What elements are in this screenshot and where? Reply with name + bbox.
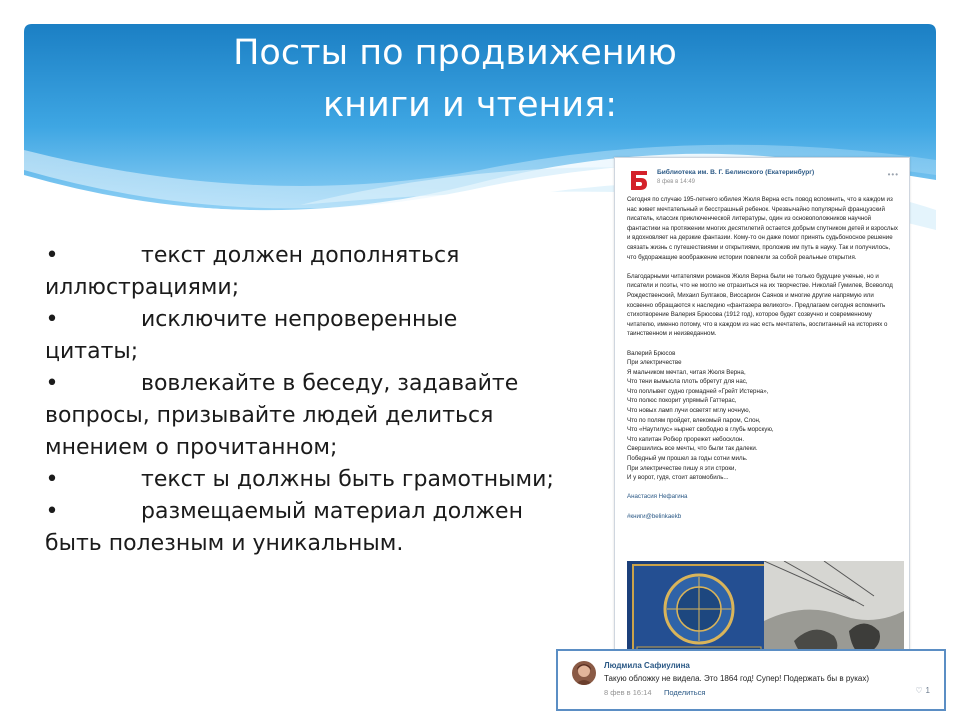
poem-line: Что поплывет судно громадней «Грейт Истерна», [627, 387, 769, 395]
bullet-item-4 [45, 464, 565, 496]
poem-line: Что по полям пройдет, влекомый паром, Слон, [627, 416, 761, 424]
post-body [627, 195, 899, 531]
post-paragraph: Сегодня по случаю 195-летнего юбилея Жюля Верна есть повод вспомнить, что в каждом из нас живет мечтательный и бесстрашный ребенок. Чрезвычайно популярный французский писатель, классик приключенческой литературы, один из основоположников научной фантастики на протяжении многих десятилетий остается добрым спутником детей и взрослых и вдохновляет на дерзкие фантазии. Кому-то он даже помог принять судьбоносное решение связать жизнь с путешествиями и открытиями, проложив им путь в науку. Так и получилось, что будоражащие воображение истории повлекли за собой реальные открытия. [627, 196, 898, 261]
post-date[interactable]: 8 фев в 14:49 [657, 179, 696, 185]
poem-line: При электричестве пишу я эти строки, [627, 464, 737, 472]
bullet-glyph: • [45, 499, 59, 524]
post-author-link[interactable]: Анастасия Нефагина [627, 493, 688, 501]
poem-line: Что тени вымысла плоть обретут для нас, [627, 378, 748, 386]
like-count: 1 [925, 686, 930, 695]
poem-line: Валерий Брюсов [627, 349, 676, 357]
post-hashtag-link[interactable]: #книги@belinkaekb [627, 512, 682, 520]
bullet-glyph: • [45, 243, 59, 268]
poem-line: Свершились все мечты, что были так далеки. [627, 445, 758, 453]
commenter-avatar[interactable] [572, 661, 596, 685]
bullet-item-3 [45, 368, 565, 464]
share-link[interactable]: Поделиться [664, 688, 706, 697]
heart-icon: ♡ [915, 686, 923, 695]
bullet-text-lead: исключите непроверенные [141, 307, 458, 332]
bullet-glyph: • [45, 307, 59, 332]
poem-line: Что полюс покорит упрямый Гаттерас, [627, 397, 737, 405]
bullet-text-lead: текст ы должны быть грамотными; [141, 467, 554, 492]
comment-text: Такую обложку не видела. Это 1864 год! Супер! Подержать бы в руках) [604, 674, 870, 683]
bullet-text-lead: размещаемый материал должен [141, 499, 523, 524]
bullet-item-5 [45, 496, 565, 560]
bullet-text-rest: иллюстрациями; [45, 275, 240, 300]
poem-line: Победный ум прошел за годы сотни миль. [627, 455, 748, 463]
bullet-item-1 [45, 240, 565, 304]
bullet-text-rest: вопросы, призывайте людей делиться [45, 403, 494, 428]
comment-date[interactable]: 8 фев в 16:14 [604, 688, 652, 697]
bullet-text-rest: быть полезным и уникальным. [45, 531, 404, 556]
slide-title-line1: Посты по продвижению [233, 33, 677, 73]
comment-card [556, 649, 946, 711]
bullet-text-lead: вовлекайте в беседу, задавайте [141, 371, 519, 396]
bullet-text-rest: цитаты; [45, 339, 139, 364]
bullet-item-2 [45, 304, 565, 368]
post-group-name[interactable]: Библиотека им. В. Г. Белинского (Екатеринбург) [657, 169, 815, 176]
like-button[interactable] [915, 686, 930, 695]
bullet-glyph: • [45, 371, 59, 396]
library-logo-icon[interactable] [627, 168, 651, 192]
poem-line: При электричестве [627, 359, 682, 367]
bullet-text-rest: мнением о прочитанном; [45, 435, 338, 460]
slide-title-line2: книги и чтения: [323, 85, 617, 125]
poem-line: Что новых ламп лучи осветят мглу ночную, [627, 407, 751, 415]
bullet-list [45, 240, 565, 560]
poem-line: Что «Наутилус» нырнет свободно в глубь морскую, [627, 426, 774, 434]
more-options-icon[interactable]: ••• [887, 170, 899, 179]
post-paragraph: Благодарными читателями романов Жюля Верна были не только будущие ученые, но и писатели и поэты, что не могло не отразиться на их творчестве. Николай Гумилев, Всеволод Рождественский, Михаил Булгаков, Виссарион Саянов и многие другие напрямую или косвенно обращаются к наследию «фантазера великого». Предлагаем сегодня вспомнить стихотворение Валерия Брюсова (1912 год), которое будет созвучно и современному читателю, именно потому, что в каждом из нас есть мечтатель, воспитанный на историях о таинственном и неизведанном. [627, 272, 893, 338]
bullet-glyph: • [45, 467, 59, 492]
social-post [614, 157, 910, 664]
bullet-text-lead: текст должен дополняться [141, 243, 460, 268]
poem-line: И у ворот, гудя, стоит автомобиль... [627, 474, 729, 482]
poem-line: Что капитан Робюр прорежет небосклон. [627, 435, 745, 443]
poem-line: Я мальчиком мечтал, читая Жюля Верна, [627, 368, 746, 376]
commenter-name[interactable]: Людмила Сафиулина [604, 661, 690, 670]
